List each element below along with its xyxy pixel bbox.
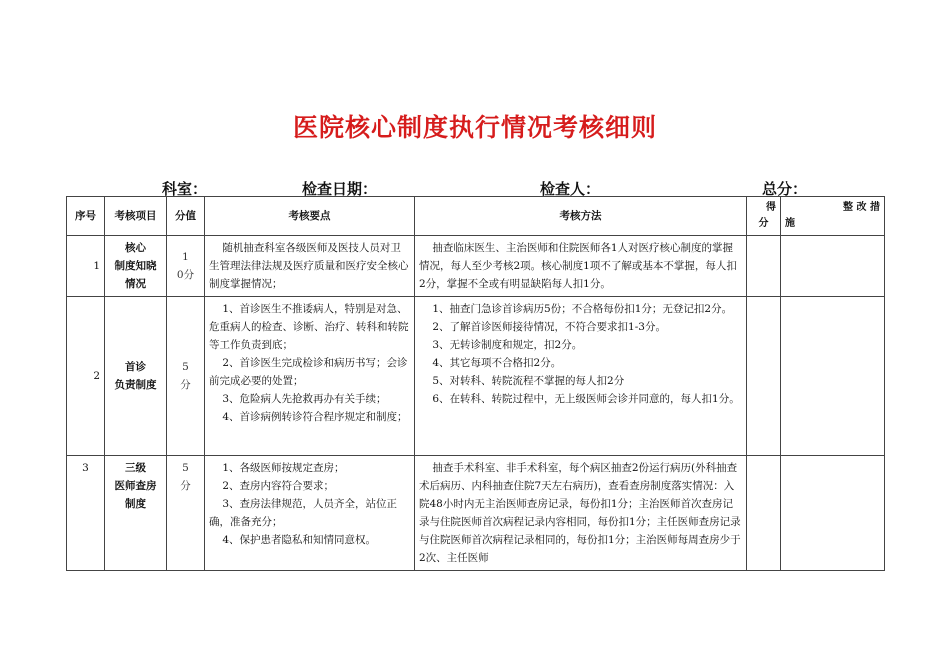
row-score: 5 分 (167, 297, 205, 456)
row-item: 三级 医师查房 制度 (105, 456, 167, 571)
header-item: 考核项目 (105, 197, 167, 236)
date-label: 检查日期： (302, 180, 378, 198)
total-score-label: 总分： (762, 180, 808, 198)
assessment-table (66, 196, 885, 571)
row-seq: 1 (67, 236, 105, 297)
row-fix-measures[interactable] (781, 456, 885, 571)
row-seq: 2 (67, 297, 105, 456)
header-seq: 序号 (67, 197, 105, 236)
header-fix (781, 197, 885, 236)
header-method: 考核方法 (415, 197, 747, 236)
header-score: 分值 (167, 197, 205, 236)
table-header-row (67, 197, 885, 236)
row-got-score[interactable] (747, 456, 781, 571)
row-method: 抽查手术科室、非手术科室，每个病区抽查2份运行病历(外科抽查术后病历、内科抽查住院7天左右病历)，查看查房制度落实情况：入院48小时内无主治医师查房记录，每份扣1分；主治医师首次查房记录与住院医师首次病程记录内容相同，每份扣1分；主任医师查房记录与住院医师首次病程记录相同的，每份扣1分；主治医师每周查房少于2次、主任医师 (415, 456, 747, 571)
document-title: 医院核心制度执行情况考核细则 (292, 113, 657, 142)
header-fix-a: 整 改 措 (843, 202, 880, 213)
row-score: 5 分 (167, 456, 205, 571)
row-item: 核心 制度知晓 情况 (105, 236, 167, 297)
table-row (67, 456, 885, 571)
row-got-score[interactable] (747, 236, 781, 297)
header-got (747, 197, 781, 236)
header-points: 考核要点 (205, 197, 415, 236)
row-fix-measures[interactable] (781, 236, 885, 297)
table-row (67, 236, 885, 297)
header-fix-b: 施 (785, 218, 795, 229)
table-row (67, 297, 885, 456)
row-method: 1、抽查门急诊首诊病历5份；不合格每份扣1分；无登记扣2分。 2、了解首诊医师接待情况，不符合要求扣1-3分。 3、无转诊制度和规定，扣2分。 4、其它每项不合格扣2分。 5、对转科、转院流程不掌握的每人扣2分 6、在转科、转院过程中，无上级医师会诊并同意的，每人扣1分。 (415, 297, 747, 456)
row-points: 1、各级医师按规定查房； 2、查房内容符合要求； 3、查房法律规范，人员齐全，站位正确，准备充分； 4、保护患者隐私和知情同意权。 (205, 456, 415, 571)
dept-label: 科室： (162, 180, 208, 198)
header-got-b: 分 (758, 218, 769, 229)
row-score: 1 0分 (167, 236, 205, 297)
row-seq: 3 (67, 456, 105, 571)
header-got-a: 得 (766, 202, 776, 213)
row-item: 首诊 负责制度 (105, 297, 167, 456)
row-got-score[interactable] (747, 297, 781, 456)
inspector-label: 检查人： (540, 180, 601, 198)
row-points: 随机抽查科室各级医师及医技人员对卫生管理法律法规及医疗质量和医疗安全核心制度掌握情况； (205, 236, 415, 297)
row-method: 抽查临床医生、主治医师和住院医师各1人对医疗核心制度的掌握情况，每人至少考核2项。核心制度1项不了解或基本不掌握，每人扣2分，掌握不全或有明显缺陷每人扣1分。 (415, 236, 747, 297)
row-points: 1、首诊医生不推诿病人，特别是对急、危重病人的检查、诊断、治疗、转科和转院等工作负责到底； 2、首诊医生完成检诊和病历书写；会诊前完成必要的处置； 3、危险病人先抢救再办有关手续； 4、首诊病例转诊符合程序规定和制度； (205, 297, 415, 456)
row-fix-measures[interactable] (781, 297, 885, 456)
